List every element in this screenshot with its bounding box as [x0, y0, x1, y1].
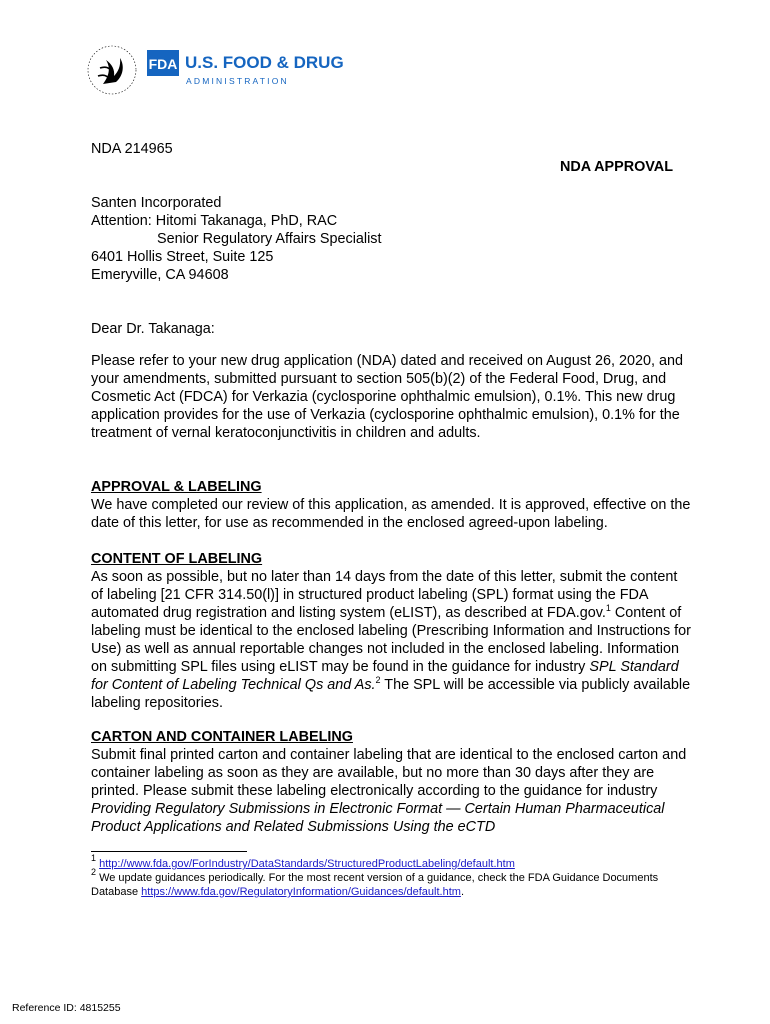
svg-text:U.S. FOOD & DRUG: U.S. FOOD & DRUG	[185, 53, 344, 72]
recipient-address	[91, 194, 691, 284]
content-labeling-text: As soon as possible, but no later than 14 days from the date of this letter, submit the content of labeling [21 CFR 314.50(l)] in structured product labeling (SPL) format using the FDA automated drug registration and listing system (eLIST), as described at FDA.gov.$^1$ Content of labeling must be identical to the enclosed labeling (Prescribing Information and Instructions for Use) as well as annual reportable changes not included in the enclosed labeling. Information on submitting SPL files using eLIST may be found in the guidance for industry SPL Standard for Content of Labeling Technical Qs and As.$^2$ The SPL will be accessible via publicly available labeling repositories.	[91, 569, 691, 711]
approval-section	[91, 478, 691, 532]
fda-logo	[85, 40, 345, 100]
footnotes	[91, 853, 691, 899]
approval-title: NDA APPROVAL	[560, 159, 673, 175]
guidance-title: Providing Regulatory Submissions in Electronic Format — Certain Human Pharmaceutical Product Applications and Related Submissions Using the eCTD	[91, 801, 665, 835]
approval-text: We have completed our review of this application, as amended. It is approved, effective on the date of this letter, for use as recommended in the enclosed agreed-upon labeling.	[91, 497, 691, 531]
recipient-title: Senior Regulatory Affairs Specialist	[157, 231, 382, 247]
street-address: 6401 Hollis Street, Suite 125	[91, 249, 274, 265]
city-address: Emeryville, CA 94608	[91, 267, 229, 283]
carton-labeling-section	[91, 728, 691, 836]
salutation: Dear Dr. Takanaga:	[91, 321, 215, 337]
content-labeling-section	[91, 550, 691, 712]
recipient-title-line	[91, 230, 691, 248]
svg-text:FDA: FDA	[148, 56, 178, 72]
footnote-ref-1: 1	[605, 603, 611, 613]
guidance-title: SPL Standard for Content of Labeling Technical Qs and As.	[91, 659, 679, 693]
intro-paragraph: Please refer to your new drug application (NDA) dated and received on August 26, 2020, and your amendments, submitted pursuant to section 505(b)(2) of the Federal Food, Drug, and Cosmetic Act (FDCA) for Verkazia (cyclosporine ophthalmic emulsion), 0.1%. This new drug application provides for the use of Verkazia (cyclosporine ophthalmic emulsion), 0.1% for the treatment of vernal keratoconjunctivitis in children and adults.	[91, 353, 683, 441]
attention-line: Attention: Hitomi Takanaga, PhD, RAC	[91, 213, 338, 229]
section-heading: CONTENT OF LABELING	[91, 551, 263, 567]
footnote-ref-2: 2	[375, 675, 381, 685]
footnote-divider	[91, 851, 247, 852]
nda-number: NDA 214965	[91, 141, 173, 157]
carton-labeling-text: Submit final printed carton and container labeling that are identical to the enclosed carton and container labeling as soon as they are available, but no more than 30 days after they are printed. Please submit these labeling electronically according to the guidance for industry Providing Regulatory Submissions in Electronic Format — Certain Human Pharmaceutical Product Applications and Related Submissions Using the eCTD	[91, 747, 687, 835]
section-heading: CARTON AND CONTAINER LABELING	[91, 729, 353, 745]
hhs-seal-icon	[85, 40, 345, 100]
section-heading: APPROVAL & LABELING	[91, 479, 262, 495]
guidances-link[interactable]: https://www.fda.gov/RegulatoryInformation/Guidances/default.htm	[141, 886, 461, 898]
footnote-1: $^1$ http://www.fda.gov/ForIndustry/DataStandards/StructuredProductLabeling/default.htm	[91, 853, 515, 870]
spl-link[interactable]: http://www.fda.gov/ForIndustry/DataStandards/StructuredProductLabeling/default.htm	[99, 858, 515, 870]
reference-id: Reference ID: 4815255	[12, 1002, 121, 1014]
company-name: Santen Incorporated	[91, 195, 222, 211]
footnote-2: $^2$ We update guidances periodically. For the most recent version of a guidance, check the FDA Guidance Documents Database https://www.fda.gov/RegulatoryInformation/Guidances/default.htm.	[91, 867, 659, 898]
svg-text:ADMINISTRATION: ADMINISTRATION	[186, 76, 289, 86]
